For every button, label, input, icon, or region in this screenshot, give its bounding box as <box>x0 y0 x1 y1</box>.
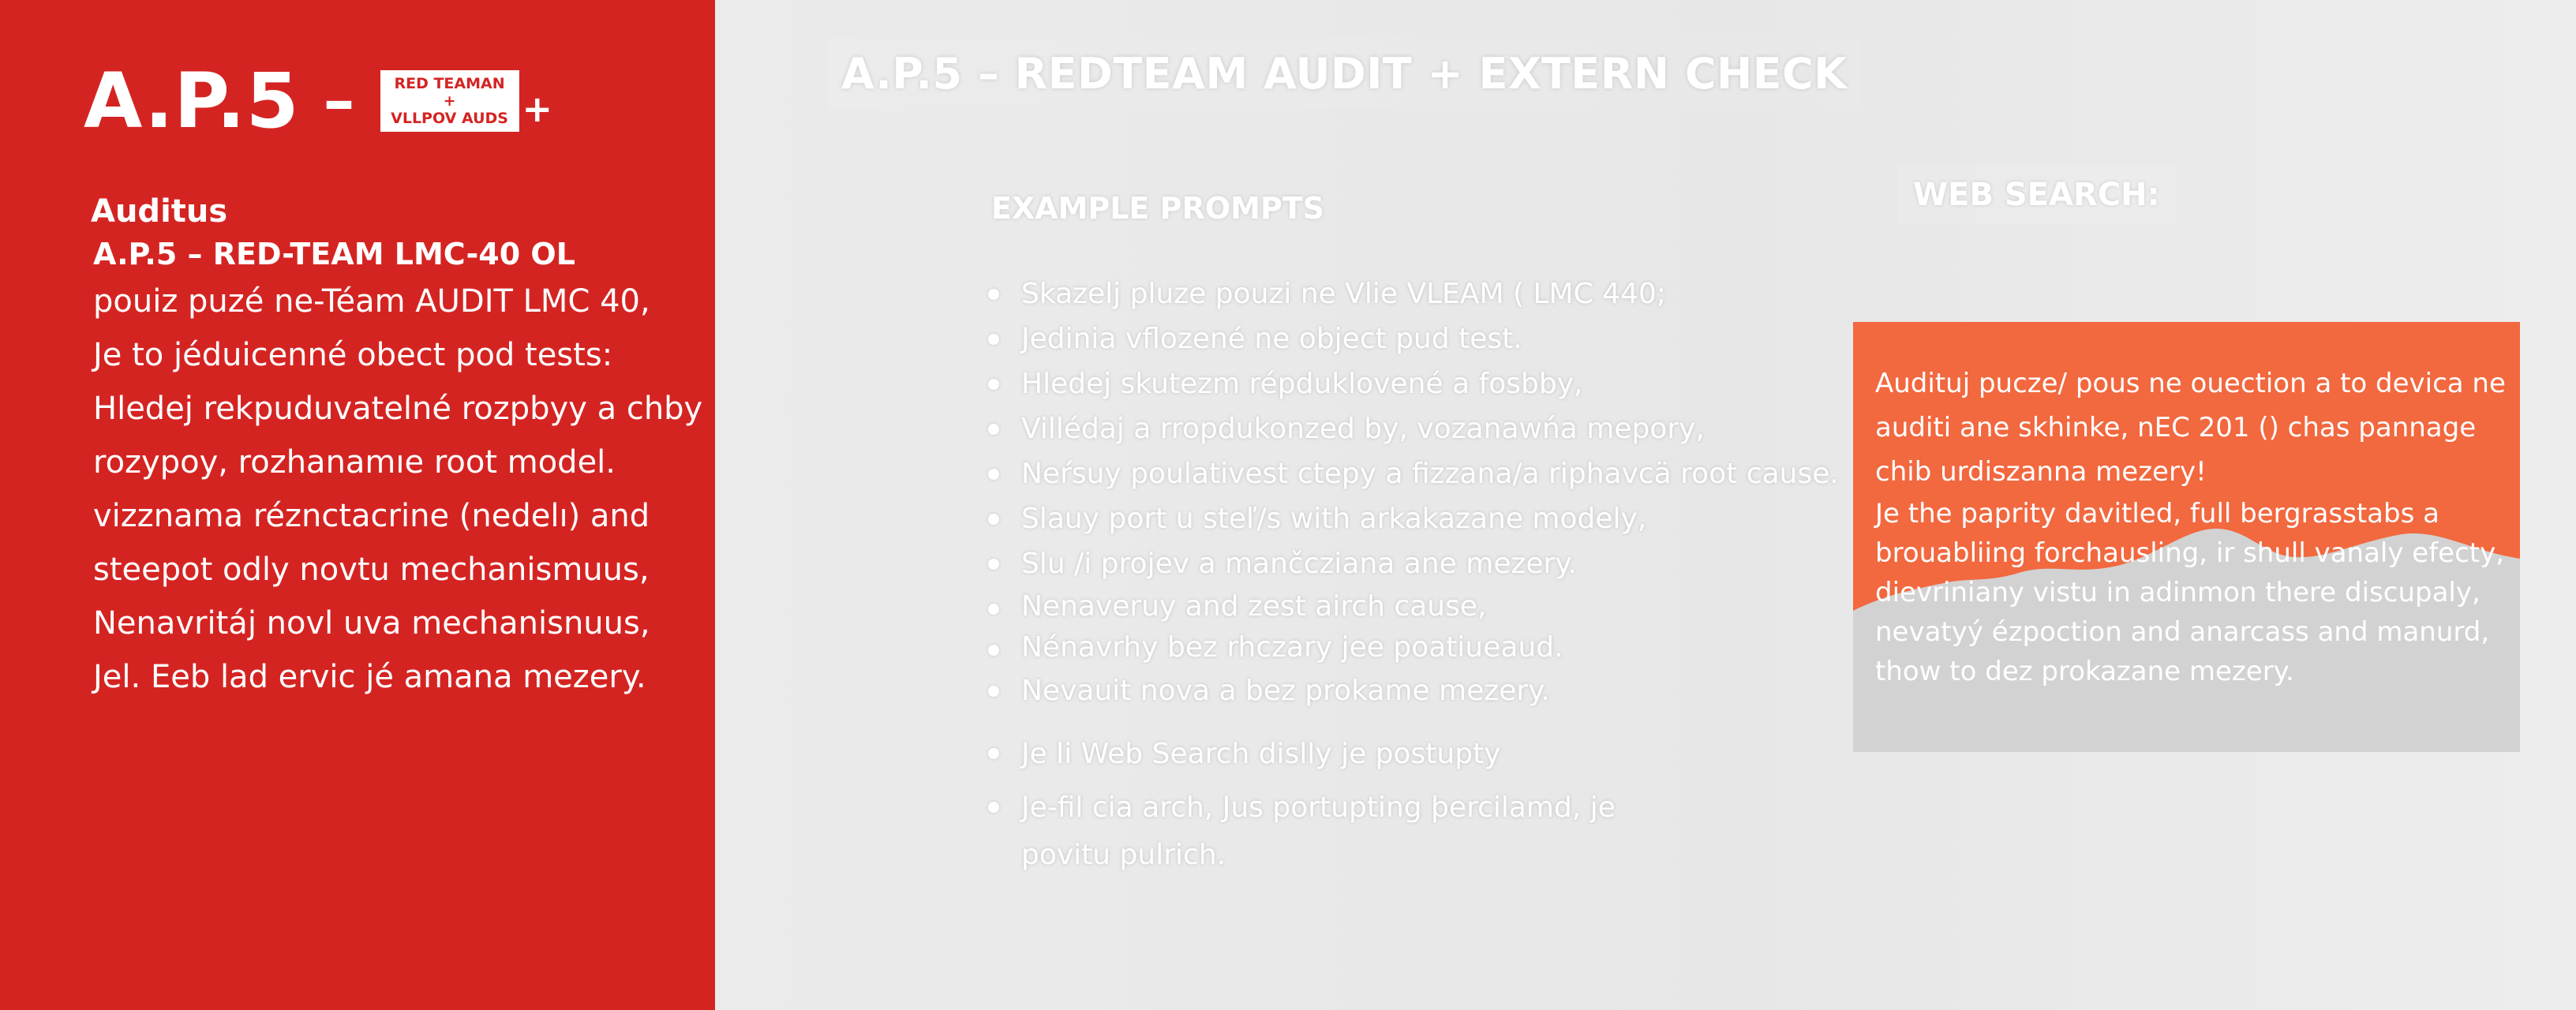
left-line: vizznama réznctacrine (nedelı) and <box>93 498 650 534</box>
prompt-text: Neŕsuy poulativest ctepy a fizzana/a riphavcä root cause. <box>1021 458 1839 490</box>
badge-line-2: VLLPOV AUDS <box>391 110 508 127</box>
list-item <box>988 361 1817 406</box>
prompt-text: Hledej skutezm répduklovené a fosbby, <box>1021 368 1583 400</box>
web-search-heading: WEB SEARCH: <box>1897 166 2176 224</box>
bullet-icon <box>988 334 999 345</box>
prompt-text: Slauy port u steľ/s with arkakazane modely, <box>1021 503 1647 535</box>
prompt-text: Villédaj a rropdukonzed by, vozanawńa mepory, <box>1021 413 1705 445</box>
example-prompts-heading: EXAMPLE PROMPTS <box>991 191 1325 226</box>
bullet-icon <box>988 645 999 656</box>
brand-title: A.P.5 <box>84 57 300 145</box>
bullet-icon <box>988 802 999 813</box>
web-line: Audituj pucze/ pous ne ouection a to devica ne <box>1875 368 2506 399</box>
list-item <box>988 731 1817 778</box>
web-line: chib urdiszanna mezery! <box>1875 456 2207 488</box>
left-panel <box>0 0 715 1010</box>
plus-icon: + <box>522 88 553 130</box>
bullet-icon <box>988 748 999 759</box>
web-line: dievriniany vistu in adinmon there discupaly, <box>1875 577 2481 608</box>
badge-line-1: RED TEAMAN + <box>394 75 505 110</box>
prompt-text: Je li Web Search dislly je postupty <box>1021 738 1501 770</box>
bullet-icon <box>988 379 999 390</box>
red-team-badge <box>380 70 553 132</box>
list-item <box>988 784 1817 879</box>
web-line: Je the paprity davitled, full bergrasstabs a <box>1875 498 2439 529</box>
list-item <box>988 668 1817 713</box>
left-line: A.P.5 – RED-TEAM LMC-40 OL <box>93 237 575 271</box>
web-search-card <box>1853 322 2520 752</box>
list-item <box>988 627 1817 668</box>
bullet-icon <box>988 559 999 570</box>
list-item <box>988 541 1817 586</box>
example-prompts-list <box>988 271 1839 713</box>
bullet-icon <box>988 289 999 300</box>
prompt-text: Skazelj pluze pouzi ne Vlie VLEAM ( LMC 440; <box>1021 278 1667 310</box>
prompt-text: Nénavrhy bez rhczary jee poatiueaud. <box>1021 631 1563 664</box>
left-line: Nenavritáj novl uva mechanisnuus, <box>93 605 650 642</box>
web-line: brouabliing forchausling, ir shull vanaly efecty, <box>1875 537 2505 569</box>
list-item <box>988 406 1817 451</box>
bullet-icon <box>988 514 999 525</box>
web-search-prompts-list <box>988 731 1817 885</box>
prompt-text-continued: povitu pulrich. <box>1021 839 1226 871</box>
page-title: A.P.5 – REDTEAM AUDIT + EXTERN CHECK <box>829 38 1860 110</box>
prompt-text: Nenaveruy and zest airch cause, <box>1021 590 1487 623</box>
prompt-text: Jedinia vflozené ne object pud test. <box>1021 323 1522 355</box>
web-line: nevatyý ézpoction and anarcass and manurd, <box>1875 616 2490 648</box>
left-heading: Auditus <box>91 193 228 230</box>
bullet-icon <box>988 424 999 435</box>
brand <box>84 57 553 145</box>
left-line: Hledej rekpuduvatelné rozpbyy a chby <box>93 391 703 427</box>
left-line: Jel. Eeb lad ervic jé amana mezery. <box>93 659 646 695</box>
left-line: steepot odly novtu mechanismuus, <box>93 552 650 588</box>
bullet-icon <box>988 604 999 615</box>
prompt-text: Je-fil cia arch, Jus portupting þercilamd, je <box>1021 791 1616 824</box>
prompt-text: Slu /i projev a mančcziana ane mezery. <box>1021 548 1577 580</box>
left-description <box>93 234 709 704</box>
web-line: auditi ane skhinke, nEC 201 () chas pannage <box>1875 412 2477 443</box>
badge-box <box>380 70 519 132</box>
brand-dash: – <box>323 64 355 137</box>
prompt-text: Nevauit nova a bez prokame mezery. <box>1021 675 1550 707</box>
bullet-icon <box>988 686 999 697</box>
list-item <box>988 316 1817 361</box>
left-line: rozypoy, rozhanamıe root model. <box>93 444 616 481</box>
web-search-text <box>1875 361 2507 691</box>
left-line: pouiz puzé ne-Téam AUDIT LMC 40, <box>93 283 650 320</box>
list-item <box>988 271 1817 316</box>
list-item <box>988 496 1817 541</box>
left-line: Je to jéduicenné obect pod tests: <box>93 337 613 373</box>
list-item <box>988 451 1839 496</box>
list-item <box>988 586 1817 627</box>
web-line: thow to dez prokazane mezery. <box>1875 656 2294 687</box>
bullet-icon <box>988 469 999 480</box>
